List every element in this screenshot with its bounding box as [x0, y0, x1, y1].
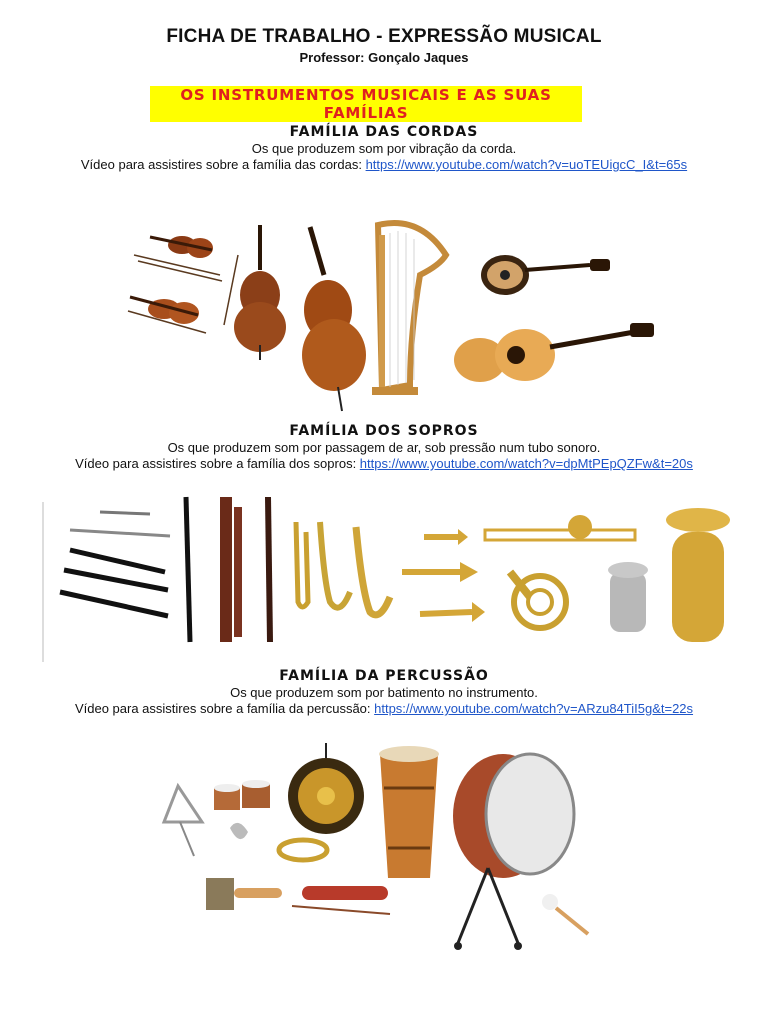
clarinet-icon: [60, 550, 168, 616]
gong-icon: [288, 743, 364, 834]
cabasa-icon: [206, 878, 282, 910]
video-link-cordas[interactable]: https://www.youtube.com/watch?v=uoTEUigcC_I&t=65s: [365, 157, 688, 172]
percussion-instruments-image: [158, 738, 598, 958]
worksheet-subtitle: OS INSTRUMENTOS MUSICAIS E AS SUAS FAMÍLIAS: [150, 86, 582, 122]
mallet-icon: [542, 894, 588, 934]
section-title-sopros: FAMÍLIA DOS SOPROS: [289, 423, 479, 439]
conga-icon: [379, 746, 439, 878]
tambourine-icon: [279, 840, 327, 860]
cello-icon: [224, 225, 286, 360]
french-horn-icon: [510, 572, 566, 628]
castanets-icon: [230, 823, 248, 839]
section-title-cordas: FAMÍLIA DAS CORDAS: [289, 124, 479, 140]
guiro-icon: [292, 886, 390, 914]
section-video-cordas: [0, 157, 768, 172]
violin-top-icon: [134, 236, 222, 281]
bongos-icon: [214, 780, 270, 810]
harp-icon: [372, 223, 446, 395]
trumpet-icon: [402, 529, 485, 622]
section-video-sopros: [0, 456, 768, 471]
wind-instruments-image: [40, 492, 745, 667]
guitar-icon: [454, 323, 654, 382]
flute-icon: [70, 512, 170, 536]
double-bass-icon: [302, 227, 366, 411]
strings-instruments-image: [120, 215, 660, 415]
page-title: FICHA DE TRABALHO - EXPRESSÃO MUSICAL: [166, 26, 602, 47]
section-desc-percussao: Os que produzem som por batimento no instrumento.: [230, 685, 538, 700]
trombone-icon: [485, 515, 635, 540]
video-prefix-sopros: Vídeo para assistires sobre a família dos sopros:: [75, 456, 360, 471]
mandolin-icon: [481, 255, 610, 295]
video-prefix-percussao: Vídeo para assistires sobre a família da percussão:: [74, 701, 375, 716]
professor-name: Professor: Gonçalo Jaques: [299, 50, 469, 65]
section-desc-cordas: Os que produzem som por vibração da corda.: [251, 141, 517, 156]
saxophone-icon: [296, 522, 390, 615]
euphonium-icon: [608, 562, 648, 632]
video-prefix-cordas: Vídeo para assistires sobre a família das cordas:: [80, 157, 366, 172]
bassoon-icon: [186, 497, 270, 642]
video-link-percussao[interactable]: https://www.youtube.com/watch?v=ARzu84TiI5g&t=22s: [374, 701, 694, 716]
bass-drum-icon: [453, 754, 574, 950]
video-link-sopros[interactable]: https://www.youtube.com/watch?v=dpMtPEpQZFw&t=20s: [359, 456, 693, 471]
triangle-icon: [164, 786, 202, 856]
section-desc-sopros: Os que produzem som por passagem de ar, sob pressão num tubo sonoro.: [167, 440, 601, 455]
section-title-percussao: FAMÍLIA DA PERCUSSÃO: [279, 668, 489, 684]
tuba-icon: [666, 508, 730, 642]
violin-bottom-icon: [128, 297, 206, 333]
section-video-percussao: [0, 701, 768, 716]
